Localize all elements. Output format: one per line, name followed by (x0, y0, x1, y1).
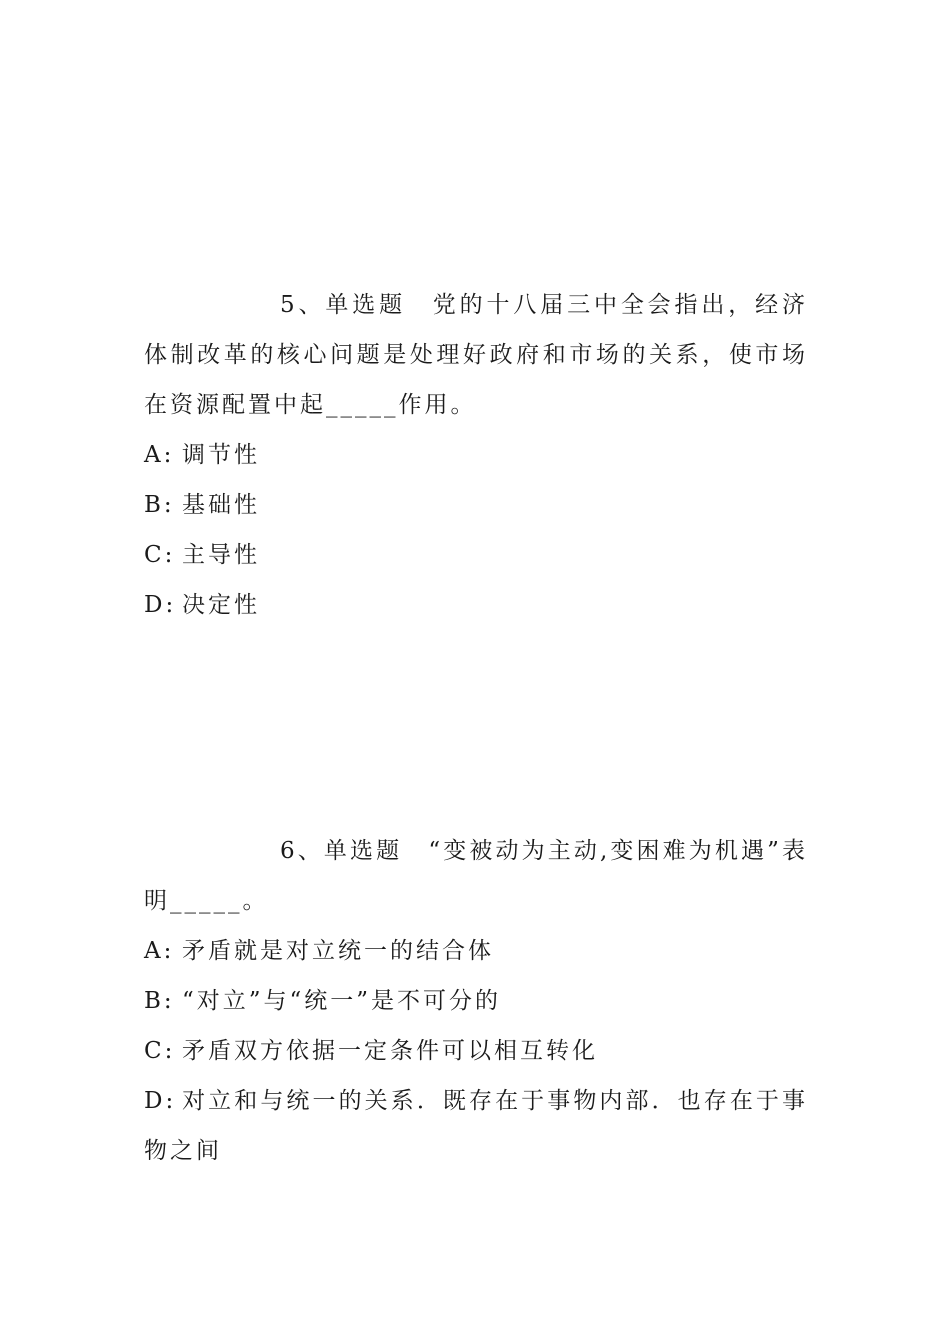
option-letter: D: (144, 1088, 177, 1114)
option-c (144, 1026, 808, 1076)
option-text: “对立”与“统一”是不可分的 (182, 988, 502, 1014)
option-letter: C: (144, 542, 176, 568)
option-text: 矛盾双方依据一定条件可以相互转化 (182, 1038, 598, 1064)
option-text: 调节性 (182, 442, 260, 468)
question-stem: 5、单选题 党的十八届三中全会指出，经济体制改革的核心问题是处理好政府和市场的关系，使市场在资源配置中起_____作用。 (144, 292, 808, 418)
option-text: 基础性 (182, 492, 260, 518)
option-d (144, 580, 808, 630)
option-a (144, 430, 808, 480)
option-letter: A: (144, 442, 175, 468)
option-letter: B: (144, 492, 175, 518)
option-text: 对立和与统一的关系．既存在于事物内部．也存在于事物之间 (144, 1088, 808, 1164)
option-letter: B: (144, 988, 175, 1014)
option-letter: A: (144, 938, 175, 964)
option-b (144, 480, 808, 530)
option-letter: C: (144, 1038, 176, 1064)
option-d (144, 1076, 808, 1176)
question-6 (144, 826, 808, 1176)
option-text: 主导性 (182, 542, 260, 568)
question-5 (144, 280, 808, 630)
option-c (144, 530, 808, 580)
option-a (144, 926, 808, 976)
question-stem: 6、单选题 “变被动为主动,变困难为机遇”表明_____。 (144, 838, 808, 914)
option-text: 矛盾就是对立统一的结合体 (182, 938, 494, 964)
option-text: 决定性 (182, 592, 260, 618)
option-b (144, 976, 808, 1026)
option-letter: D: (144, 592, 177, 618)
